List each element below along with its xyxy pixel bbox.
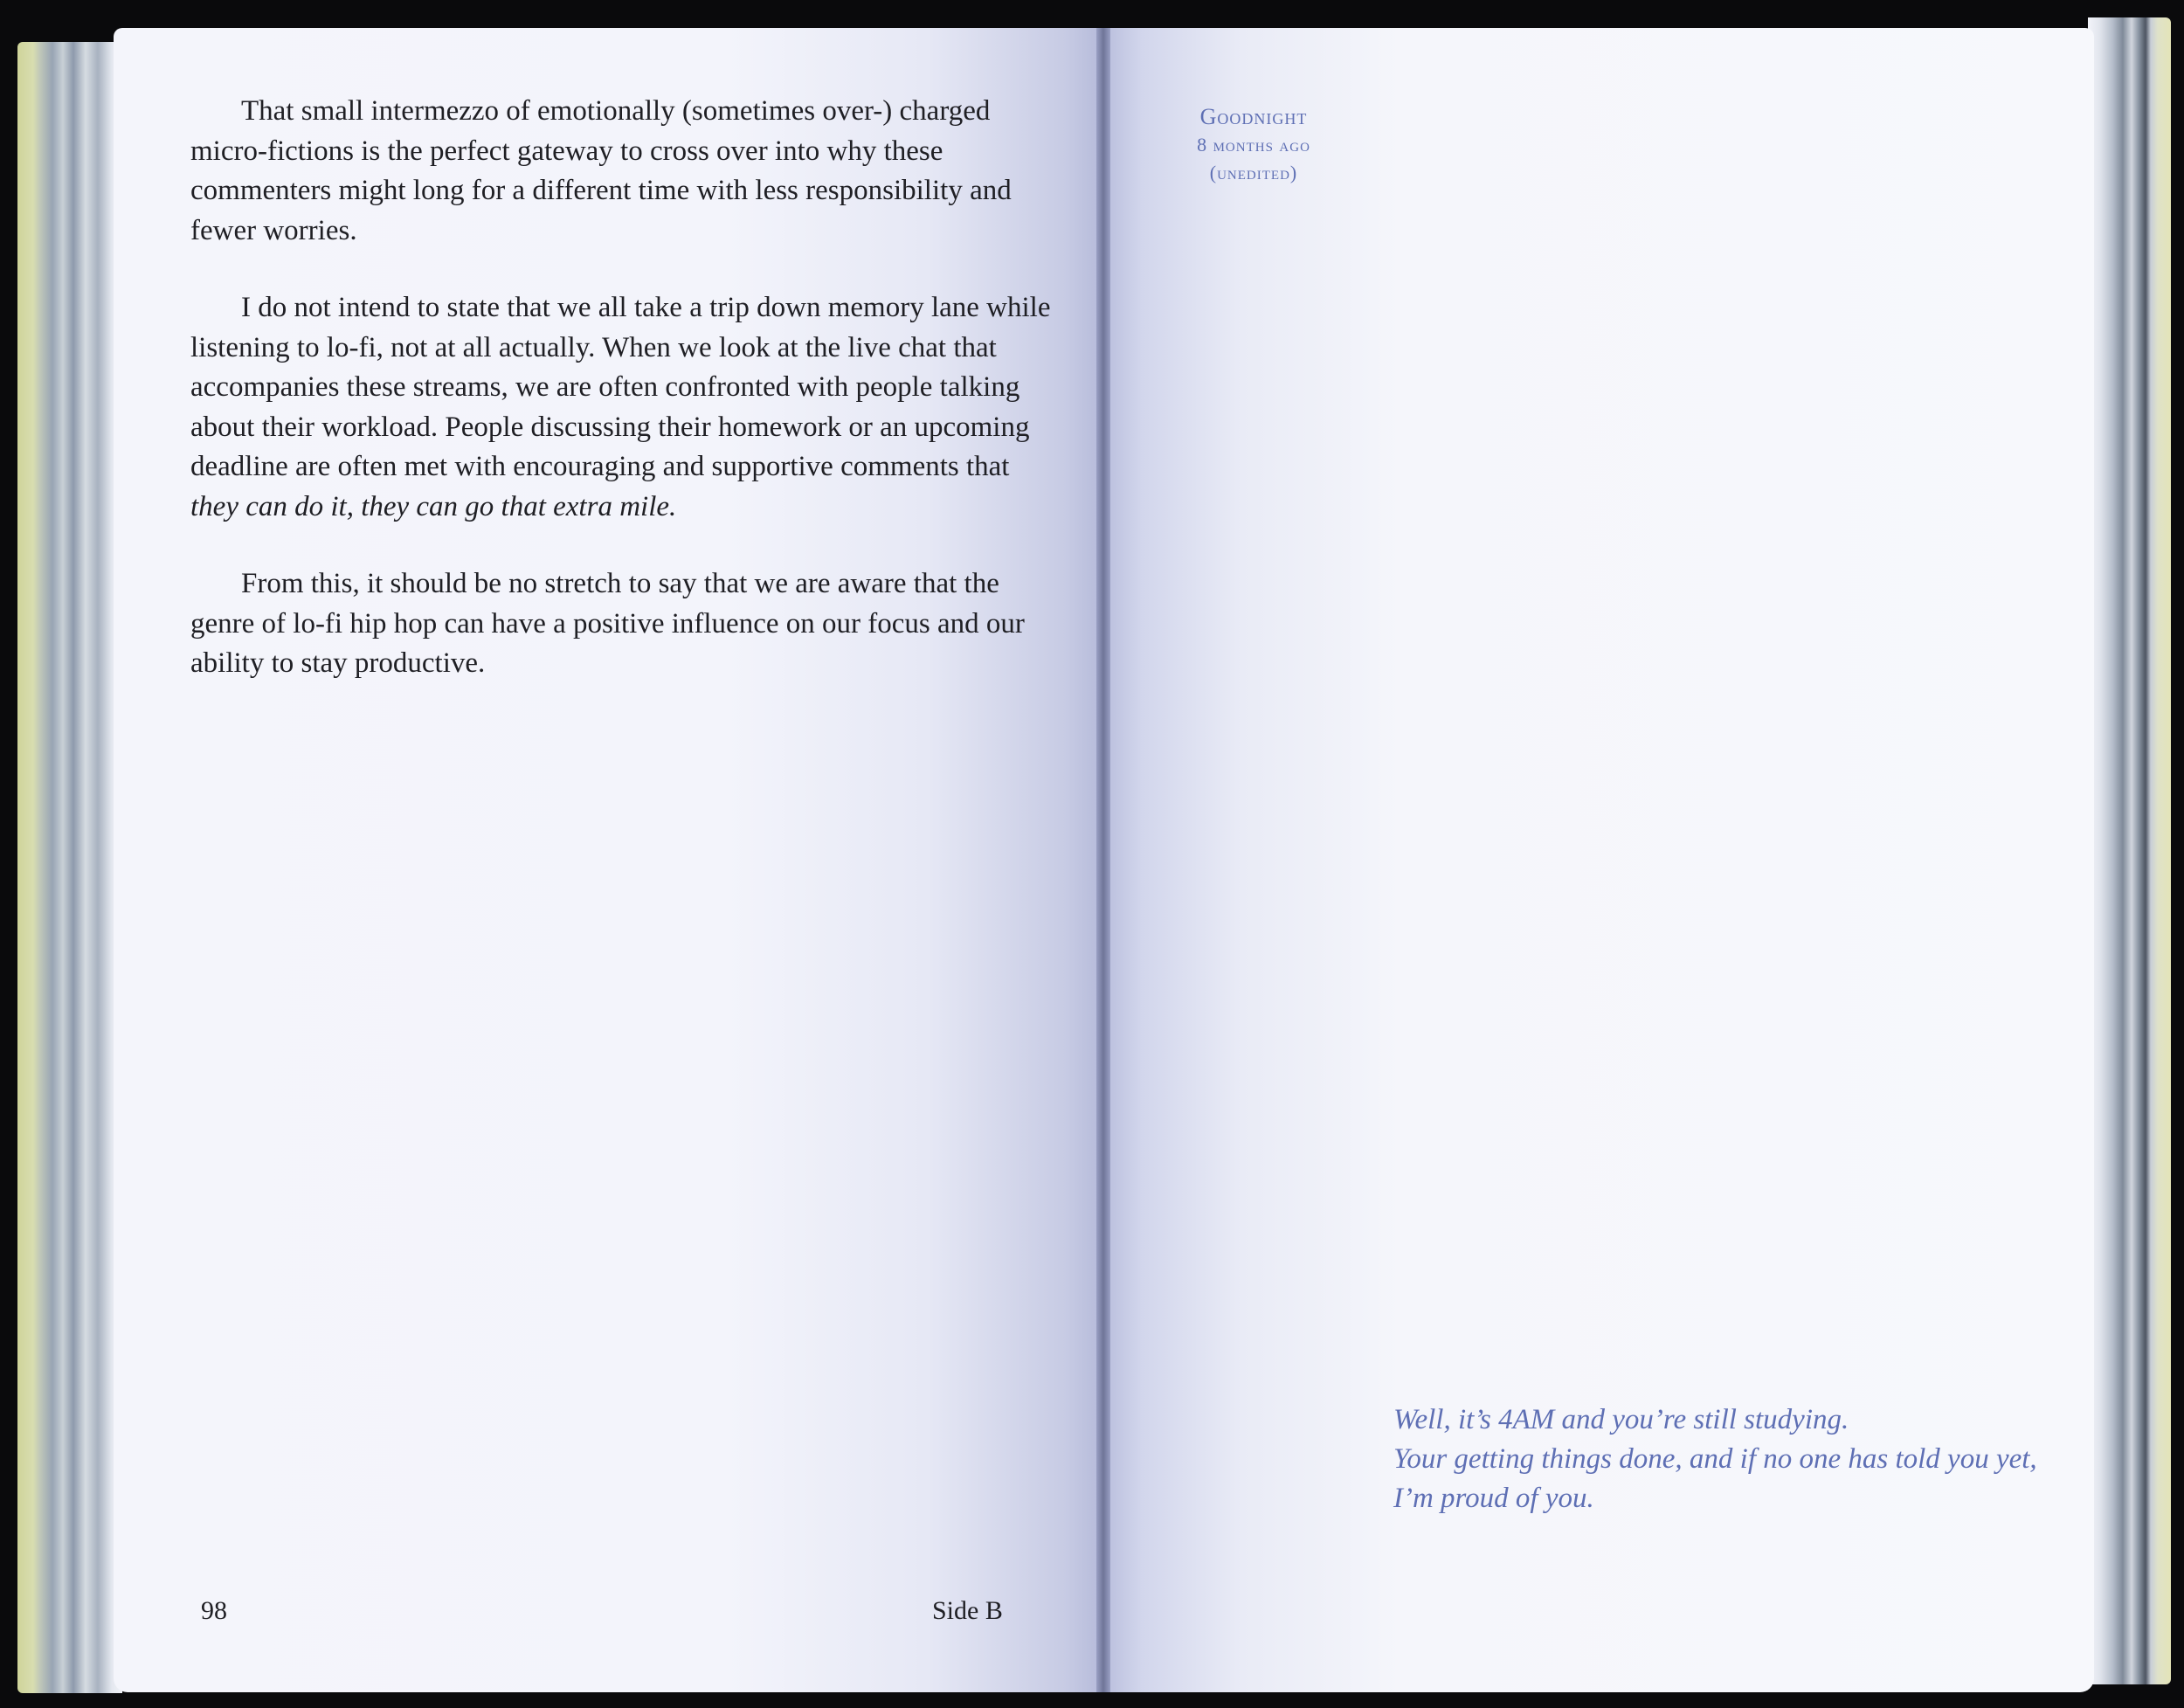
- right-page-edges: [2088, 17, 2171, 1684]
- comment-quote: [1393, 1400, 2075, 1518]
- page-number: 98: [201, 1596, 227, 1625]
- comment-age: 8 months ago: [1197, 134, 1310, 156]
- paragraph-1: That small intermezzo of emotionally (sometimes over-) charged micro-fictions is the perfect gateway to cross over into why these commenters might long for a different time with less responsibility and fewer worries.: [190, 95, 1012, 246]
- comment-note: (unedited): [1209, 162, 1298, 183]
- paragraph-2-text: I do not intend to state that we all take a trip down memory lane while listening to lo-fi, not at all actually. When we look at the live chat that accompanies these streams, we are often confronted with people talking about their workload. People discussing their homework or an upcoming deadline are often met with encouraging and supportive comments that: [190, 292, 1051, 482]
- comment-title: Goodnight: [1199, 104, 1308, 129]
- left-page-body: [190, 92, 1064, 722]
- quote-line-3: I’m proud of you.: [1393, 1483, 1594, 1514]
- quote-line-2: Your getting things done, and if no one has told you yet,: [1393, 1443, 2037, 1475]
- paragraph-3: From this, it should be no stretch to say that we are aware that the genre of lo-fi hip hop can have a positive influence on our focus and our ability to stay productive.: [190, 568, 1025, 679]
- comment-header: [1162, 103, 1345, 187]
- left-page-edges: [17, 42, 122, 1693]
- paragraph-2: [190, 288, 1064, 527]
- book-gutter: [1096, 28, 1110, 1692]
- running-footer: Side B: [932, 1596, 1003, 1625]
- quote-line-1: Well, it’s 4AM and you’re still studying.: [1393, 1404, 1849, 1435]
- paragraph-2-emphasis: they can do it, they can go that extra mile.: [190, 490, 677, 522]
